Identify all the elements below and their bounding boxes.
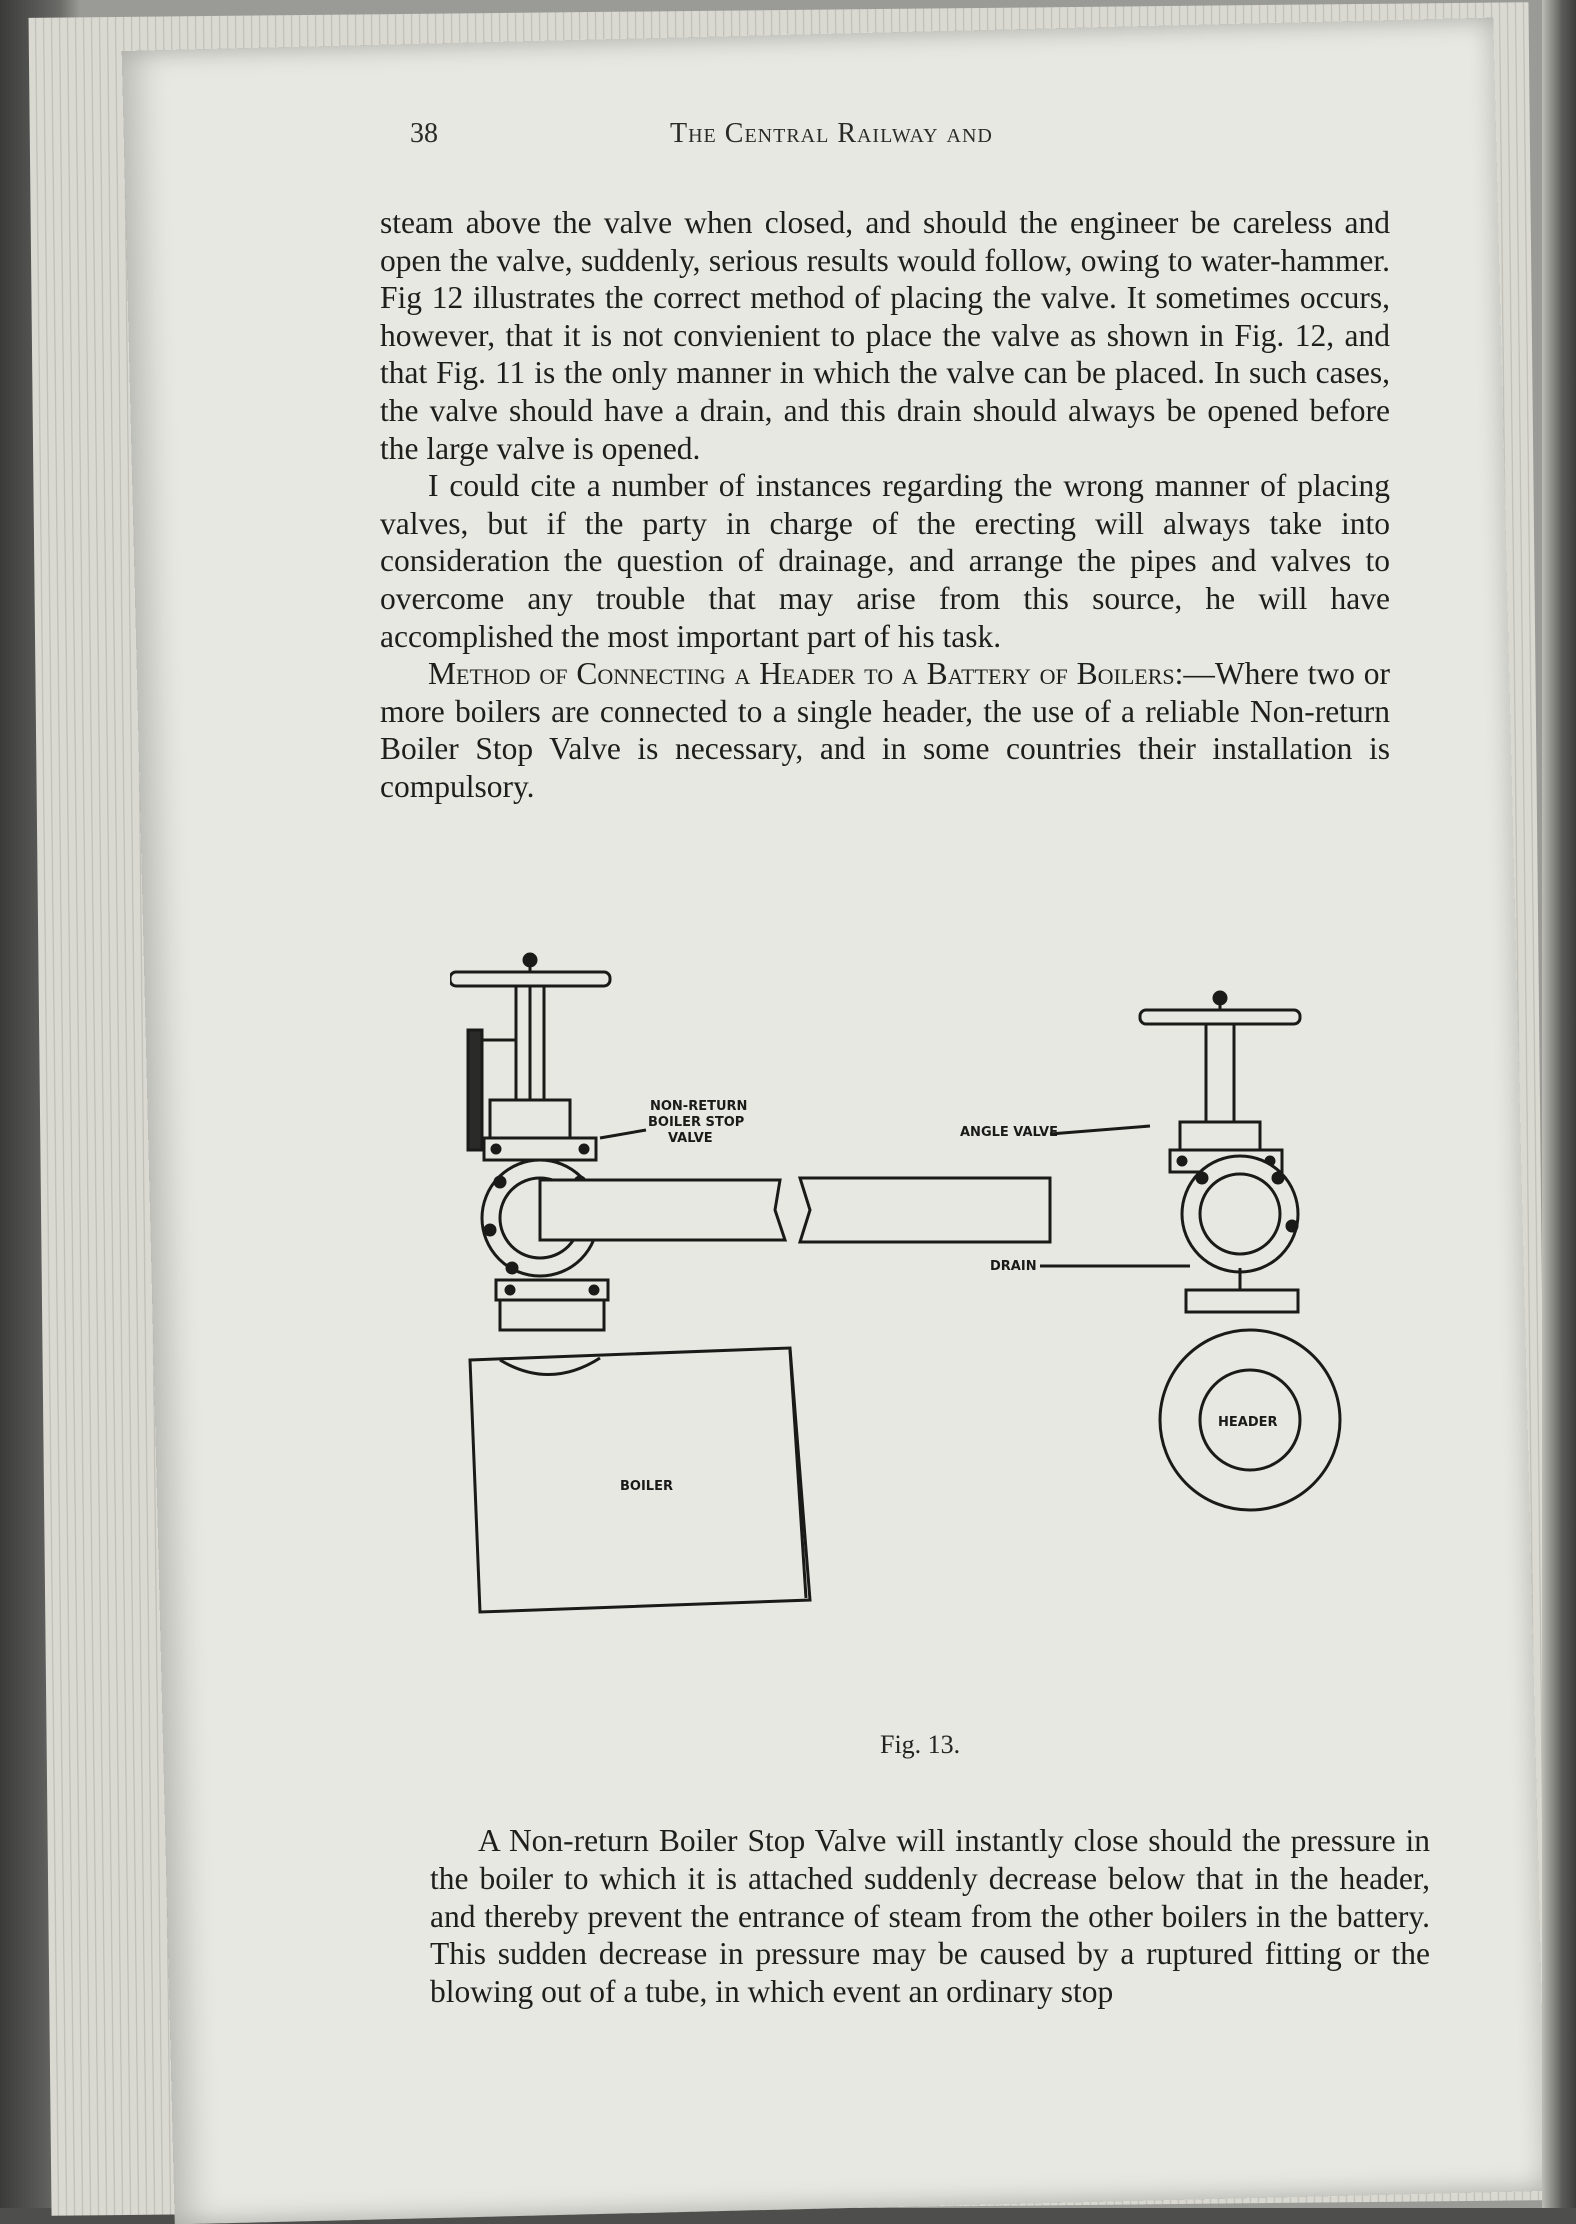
section-title: Method of Connecting a Header to a Battery of Boilers [428,656,1175,692]
label-drain: DRAIN [990,1259,1037,1274]
label-non-return-2: BOILER STOP [648,1115,745,1130]
figure-caption: Fig. 13. [880,1730,961,1759]
paragraph-2: I could cite a number of instances regarding the wrong manner of placing valves, but if the party in charge of the erecting will always take into consideration the question of drainage, and arrange the pipes and valves to overcome any trouble that may arise from this source, he will have accomplished the most important part of his task. [380,468,1390,654]
angle-valve [1140,992,1300,1312]
book-spine-edge [1542,0,1576,2208]
running-head-title: The Central Railway and [670,118,993,149]
body-text-top [380,204,1390,806]
label-non-return-3: VALVE [668,1131,713,1146]
connecting-pipe [540,1178,1050,1242]
paragraph-1: steam above the valve when closed, and should the engineer be careless and open the valve, suddenly, serious results would follow, owing to water-hammer. Fig 12 illustrates the correct method of placing the valve. It sometimes occurs, however, that it is not convienient to place the valve as shown in Fig. 12, and that Fig. 11 is the only manner in which the valve can be placed. In such cases, the valve should have a drain, and this drain should always be opened before the large valve is opened. [380,205,1390,466]
paragraph-3-text: :—Where two or more boilers are connected to a single header, the use of a reliable Non-return Boiler Stop Valve is necessary, and in some countries their installation is compulsory. [380,656,1390,804]
valve-diagram [450,950,1410,1710]
label-boiler: BOILER [620,1479,673,1494]
label-angle-valve: ANGLE VALVE [960,1125,1058,1140]
page-number: 38 [410,118,438,149]
paragraph-3 [380,655,1390,805]
paragraph-4: A Non-return Boiler Stop Valve will instantly close should the pressure in the boiler to which it is attached suddenly decrease below that in the header, and thereby prevent the entrance of steam from the other boilers in the battery. This sudden decrease in pressure may be caused by a ruptured fitting or the blowing out of a tube, in which event an ordinary stop [430,1823,1430,2010]
body-text-bottom [430,1822,1430,2011]
running-head [270,118,1170,158]
figure-13-diagram [450,950,1410,1710]
label-non-return-1: NON-RETURN [650,1099,748,1114]
non-return-valve [450,954,610,1330]
label-header: HEADER [1218,1415,1278,1430]
